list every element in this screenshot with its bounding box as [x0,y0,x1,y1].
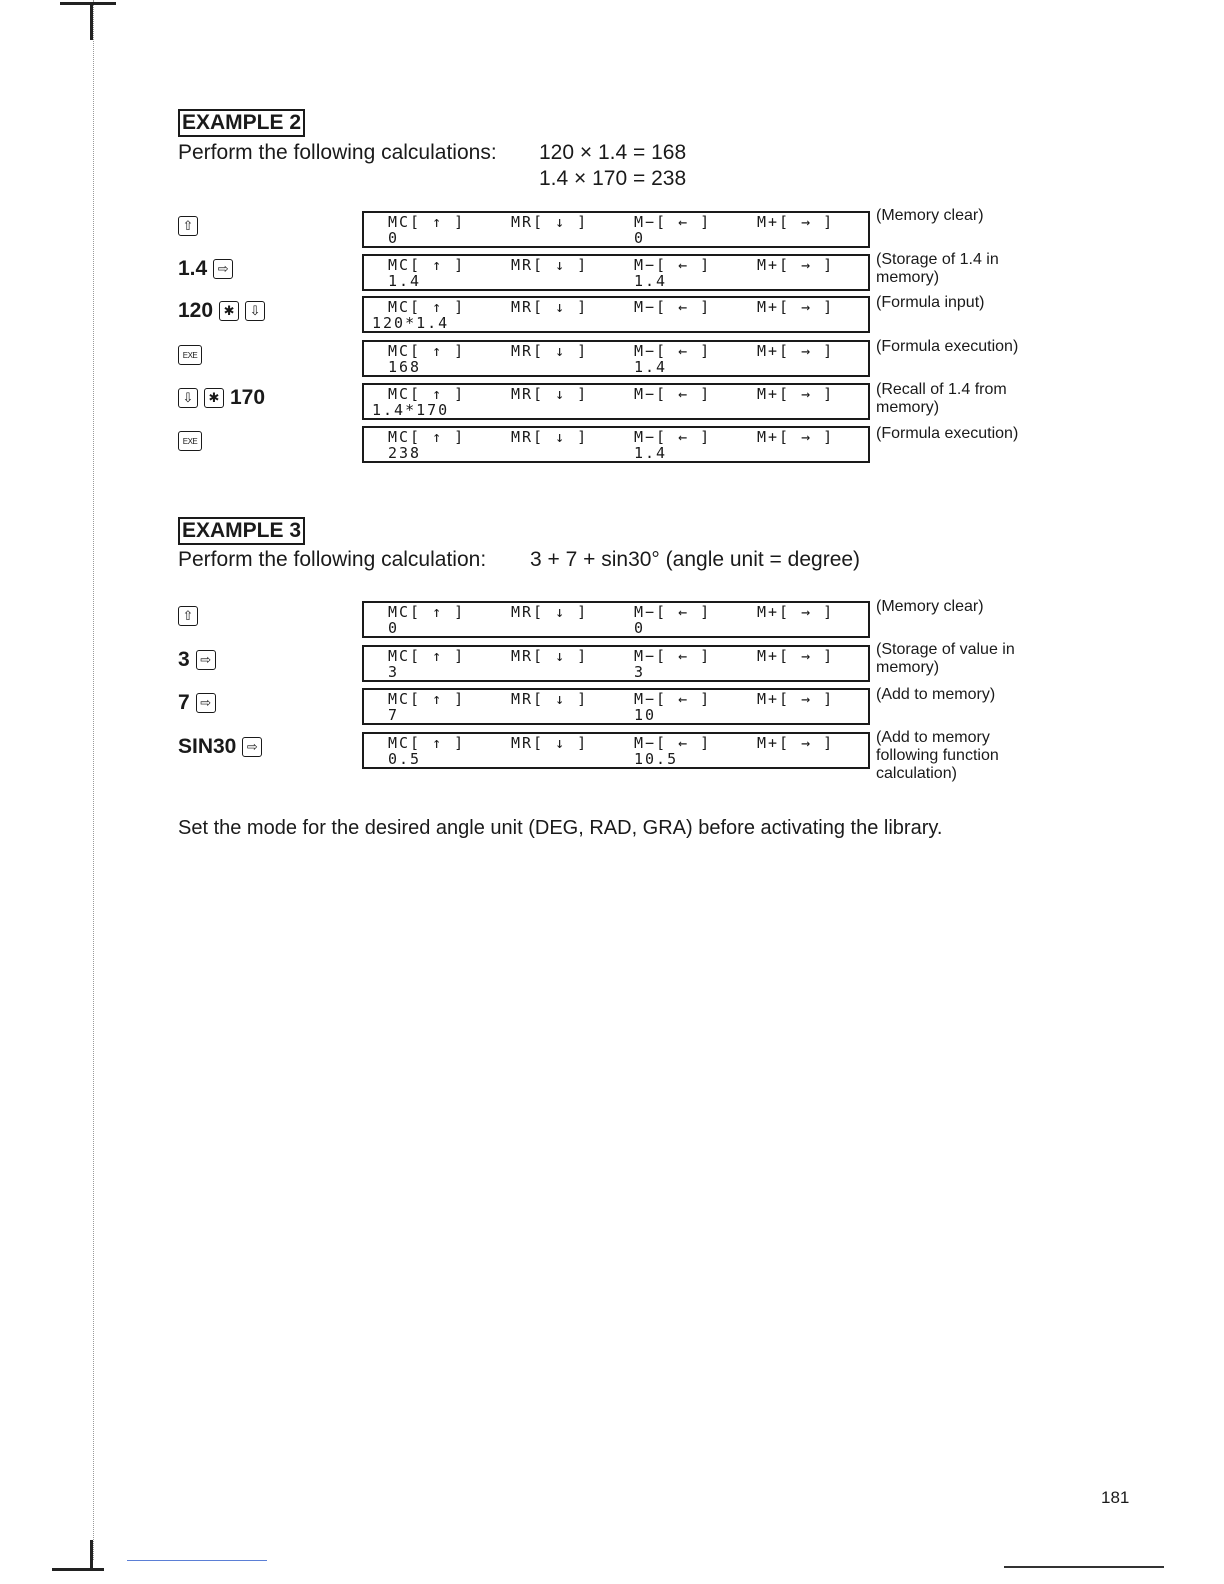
display-input-line: 1.4*170_ [372,401,461,419]
memory-key-label: MR[ ↓ ] [511,298,589,316]
store-arrow-icon: ⇨ [196,650,216,670]
memory-key-label: MR[ ↓ ] [511,603,589,621]
step-note: (Storage of 1.4 in memory) [876,251,999,286]
memory-key-label: M−[ ← ] [634,734,712,752]
lcd-display [362,732,870,769]
crop-mark-bottom-vertical [90,1540,93,1570]
display-result-value: 0.5 [388,750,422,768]
display-memory-value: 10 [634,706,657,724]
memory-key-label: MC[ ↑ ] [388,298,466,316]
memory-key-label: M+[ → ] [757,734,835,752]
memory-key-label: MC[ ↑ ] [388,603,466,621]
step-note: (Recall of 1.4 from memory) [876,381,1007,416]
memory-key-label: M+[ → ] [757,342,835,360]
binding-margin-line [93,0,94,1560]
example3-step-4-keys [178,734,262,760]
memory-key-label: M−[ ← ] [634,385,712,403]
step-note: (Add to memory following function calculation) [876,729,999,782]
store-arrow-icon: ⇨ [196,693,216,713]
page-number: 181 [1101,1488,1130,1507]
closing-note: Set the mode for the desired angle unit (DEG, RAD, GRA) before activating the library. [178,817,943,839]
example-3-title: EXAMPLE 3 [178,517,305,545]
memory-key-label: M−[ ← ] [634,298,712,316]
memory-key-label: M+[ → ] [757,428,835,446]
step-note: (Storage of value in memory) [876,641,1015,676]
lcd-display [362,211,870,248]
display-input-line: 120*1.4_ [372,314,461,332]
memory-key-label: M−[ ← ] [634,428,712,446]
step-note: (Memory clear) [876,207,984,224]
example3-step-3-keys [178,690,216,716]
lcd-display [362,254,870,291]
memory-key-label: M+[ → ] [757,256,835,274]
memory-key-label: M+[ → ] [757,385,835,403]
memory-key-label: MC[ ↑ ] [388,647,466,665]
recall-icon: ⇩ [178,388,198,408]
memory-key-label: MC[ ↑ ] [388,256,466,274]
memory-key-label: M−[ ← ] [634,603,712,621]
exe-icon: EXE [178,431,202,451]
example-2-intro: Perform the following calculations: [178,141,497,164]
memory-key-label: M−[ ← ] [634,647,712,665]
memory-key-label: MR[ ↓ ] [511,213,589,231]
store-arrow-icon: ⇨ [242,737,262,757]
key-sequence-text: SIN30 [178,735,237,758]
display-result-value: 3 [388,663,400,681]
display-memory-value: 10.5 [634,750,679,768]
example2-step-5-keys [178,385,265,411]
key-sequence-text: 170 [230,386,266,409]
example-3-calc: 3 + 7 + sin30° (angle unit = degree) [530,548,861,571]
example2-step-6-keys [178,428,202,454]
lcd-display [362,383,870,420]
memory-key-label: MR[ ↓ ] [511,734,589,752]
display-result-value: 238 [388,444,422,462]
memory-key-label: MR[ ↓ ] [511,342,589,360]
display-memory-value: 1.4 [634,272,668,290]
memory-key-label: MC[ ↑ ] [388,342,466,360]
display-result-value: 7 [388,706,400,724]
display-memory-value: 1.4 [634,444,668,462]
memory-key-label: MR[ ↓ ] [511,385,589,403]
crop-mark-top-vertical [90,2,93,40]
key-sequence-text: 3 [178,648,190,671]
display-result-value: 0 [388,619,400,637]
memory-key-label: MR[ ↓ ] [511,256,589,274]
lcd-display [362,645,870,682]
key-sequence-text: 120 [178,299,214,322]
display-memory-value: 1.4 [634,358,668,376]
multiply-icon: ✱ [219,301,239,321]
example3-step-1-keys [178,603,198,629]
display-memory-value: 0 [634,229,646,247]
example-2-title: EXAMPLE 2 [178,109,305,137]
example-2-calc-1: 120 × 1.4 = 168 [539,141,687,164]
memory-key-label: M+[ → ] [757,603,835,621]
memory-key-label: M+[ → ] [757,213,835,231]
memory-key-label: M−[ ← ] [634,256,712,274]
crop-mark-bottom [52,1568,104,1571]
display-memory-value: 0 [634,619,646,637]
memory-key-label: M−[ ← ] [634,213,712,231]
shift-icon: ⇧ [178,216,198,236]
lcd-display [362,688,870,725]
step-note: (Memory clear) [876,598,984,615]
step-note: (Formula input) [876,294,985,311]
example3-step-2-keys [178,647,216,673]
memory-key-label: M+[ → ] [757,298,835,316]
display-result-value: 168 [388,358,422,376]
memory-key-label: MC[ ↑ ] [388,428,466,446]
store-arrow-icon: ⇨ [213,259,233,279]
display-memory-value: 3 [634,663,646,681]
example-3-intro: Perform the following calculation: [178,548,487,571]
step-note: (Add to memory) [876,686,996,703]
key-sequence-text: 1.4 [178,257,208,280]
multiply-icon: ✱ [204,388,224,408]
shift-icon: ⇧ [178,606,198,626]
step-note: (Formula execution) [876,338,1019,355]
memory-key-label: M−[ ← ] [634,690,712,708]
memory-key-label: M+[ → ] [757,647,835,665]
footer-rule-right [1004,1566,1164,1568]
step-note: (Formula execution) [876,425,1019,442]
example2-step-2-keys [178,256,233,282]
lcd-display [362,340,870,377]
key-sequence-text: 7 [178,691,190,714]
lcd-display [362,296,870,333]
memory-key-label: MC[ ↑ ] [388,690,466,708]
example2-step-3-keys [178,298,265,324]
display-result-value: 1.4 [388,272,422,290]
lcd-display [362,426,870,463]
memory-key-label: M+[ → ] [757,690,835,708]
example2-step-4-keys [178,342,202,368]
memory-key-label: MC[ ↑ ] [388,734,466,752]
display-result-value: 0 [388,229,400,247]
memory-key-label: MR[ ↓ ] [511,690,589,708]
example2-step-1-keys [178,213,198,239]
exe-icon: EXE [178,345,202,365]
memory-key-label: MC[ ↑ ] [388,385,466,403]
example-2-calc-2: 1.4 × 170 = 238 [539,167,687,190]
memory-key-label: M−[ ← ] [634,342,712,360]
memory-key-label: MC[ ↑ ] [388,213,466,231]
memory-key-label: MR[ ↓ ] [511,647,589,665]
lcd-display [362,601,870,638]
crop-mark-top [60,2,116,5]
recall-icon: ⇩ [245,301,265,321]
memory-key-label: MR[ ↓ ] [511,428,589,446]
footer-rule-left [127,1560,267,1561]
